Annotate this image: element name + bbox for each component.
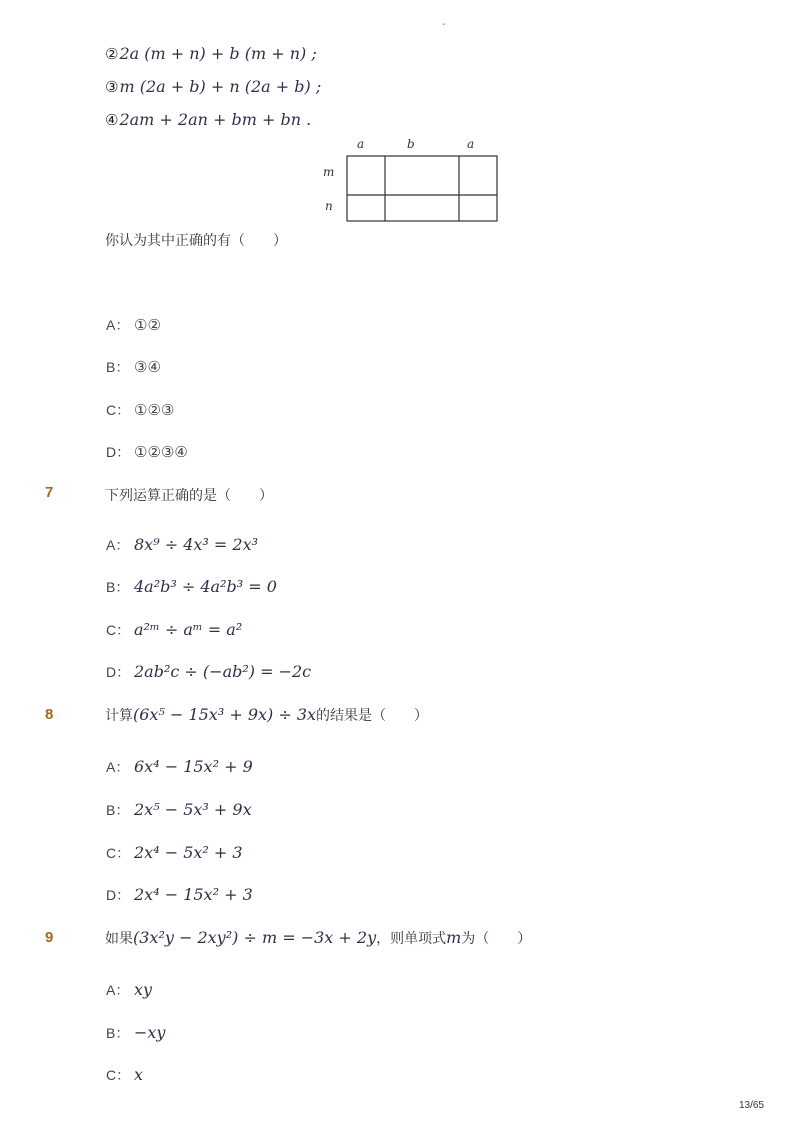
- option-expr: 4a²b³ ÷ 4a²b³ = 0: [134, 577, 277, 596]
- figure-label-a-right: a: [467, 137, 475, 151]
- option-expr: −xy: [134, 1023, 166, 1042]
- prompt-text: 为（ ）: [461, 930, 532, 946]
- q8-option-b[interactable]: [106, 800, 252, 820]
- option-expr: 2x⁴ − 5x² + 3: [134, 843, 243, 862]
- option-text: ①②③: [134, 401, 175, 419]
- option-label: C：: [106, 845, 131, 861]
- rectangle-figure: [315, 134, 505, 226]
- q7-option-b[interactable]: [106, 577, 277, 597]
- option-text: ③④: [134, 358, 161, 376]
- option-expr: x: [134, 1065, 144, 1084]
- option-label: A：: [106, 759, 130, 775]
- statement-marker: ③: [105, 78, 119, 96]
- question-number: 8: [45, 706, 54, 723]
- q7-option-d[interactable]: [106, 662, 311, 682]
- prompt-text: 如果: [105, 930, 133, 946]
- statement-2: [105, 44, 317, 63]
- figure-label-a-left: a: [357, 137, 365, 151]
- option-text: ①②: [134, 316, 161, 334]
- q9-prompt: [105, 928, 531, 948]
- option-expr: 6x⁴ − 15x² + 9: [134, 757, 253, 776]
- q6-option-d[interactable]: [106, 442, 188, 462]
- header-mark: -: [442, 19, 446, 30]
- q8-prompt: [105, 705, 428, 725]
- q8-option-d[interactable]: [106, 885, 253, 905]
- statement-marker: ④: [105, 111, 119, 129]
- option-label: D：: [106, 887, 131, 903]
- prompt-expr: (6x⁵ − 15x³ + 9x) ÷ 3x: [133, 705, 317, 724]
- figure-label-m: m: [323, 165, 335, 179]
- q6-prompt: 你认为其中正确的有（ ）: [105, 232, 287, 248]
- prompt-text: 计算: [105, 707, 133, 723]
- statement-expr: 2a (m + n) + b (m + n) ;: [119, 44, 317, 63]
- statement-expr: m (2a + b) + n (2a + b) ;: [119, 77, 322, 96]
- q7-option-a[interactable]: [106, 535, 258, 555]
- figure-outer-rect: [347, 156, 497, 221]
- q9-option-c[interactable]: [106, 1065, 143, 1085]
- option-label: B：: [106, 359, 130, 375]
- option-label: A：: [106, 317, 130, 333]
- option-expr: 2ab²c ÷ (−ab²) = −2c: [134, 662, 312, 681]
- question-number: 9: [45, 929, 54, 946]
- q9-option-b[interactable]: [106, 1023, 165, 1043]
- statement-marker: ②: [105, 45, 119, 63]
- option-expr: 2x⁴ − 15x² + 3: [134, 885, 253, 904]
- q7-option-c[interactable]: [106, 620, 242, 640]
- option-expr: 2x⁵ − 5x³ + 9x: [134, 800, 252, 819]
- option-label: B：: [106, 1025, 130, 1041]
- q7-prompt: 下列运算正确的是（ ）: [105, 487, 273, 503]
- q6-option-b[interactable]: [106, 357, 161, 377]
- statement-3: [105, 77, 321, 96]
- option-label: A：: [106, 982, 130, 998]
- q8-option-a[interactable]: [106, 757, 253, 777]
- q6-option-a[interactable]: [106, 315, 161, 335]
- option-expr: xy: [134, 980, 153, 999]
- statement-expr: 2am + 2an + bm + bn .: [119, 110, 312, 129]
- option-label: D：: [106, 664, 131, 680]
- figure-label-b: b: [407, 137, 415, 151]
- prompt-var: m: [446, 928, 462, 947]
- option-label: D：: [106, 444, 131, 460]
- prompt-expr: (3x²y − 2xy²) ÷ m = −3x + 2y: [133, 928, 377, 947]
- option-label: B：: [106, 579, 130, 595]
- q6-option-c[interactable]: [106, 400, 174, 420]
- option-expr: 8x⁹ ÷ 4x³ = 2x³: [134, 535, 259, 554]
- prompt-text: 的结果是（ ）: [316, 707, 429, 723]
- option-label: C：: [106, 622, 131, 638]
- statement-4: [105, 110, 311, 129]
- q9-option-a[interactable]: [106, 980, 152, 1000]
- figure-label-n: n: [325, 199, 333, 213]
- option-label: C：: [106, 402, 131, 418]
- q8-option-c[interactable]: [106, 843, 243, 863]
- option-label: C：: [106, 1067, 131, 1083]
- option-text: ①②③④: [134, 443, 188, 461]
- page-number: 13/65: [738, 1100, 764, 1111]
- prompt-text: ，则单项式: [376, 930, 447, 946]
- question-number: 7: [45, 484, 54, 501]
- option-label: A：: [106, 537, 130, 553]
- option-expr: a²ᵐ ÷ aᵐ = a²: [134, 620, 243, 639]
- option-label: B：: [106, 802, 130, 818]
